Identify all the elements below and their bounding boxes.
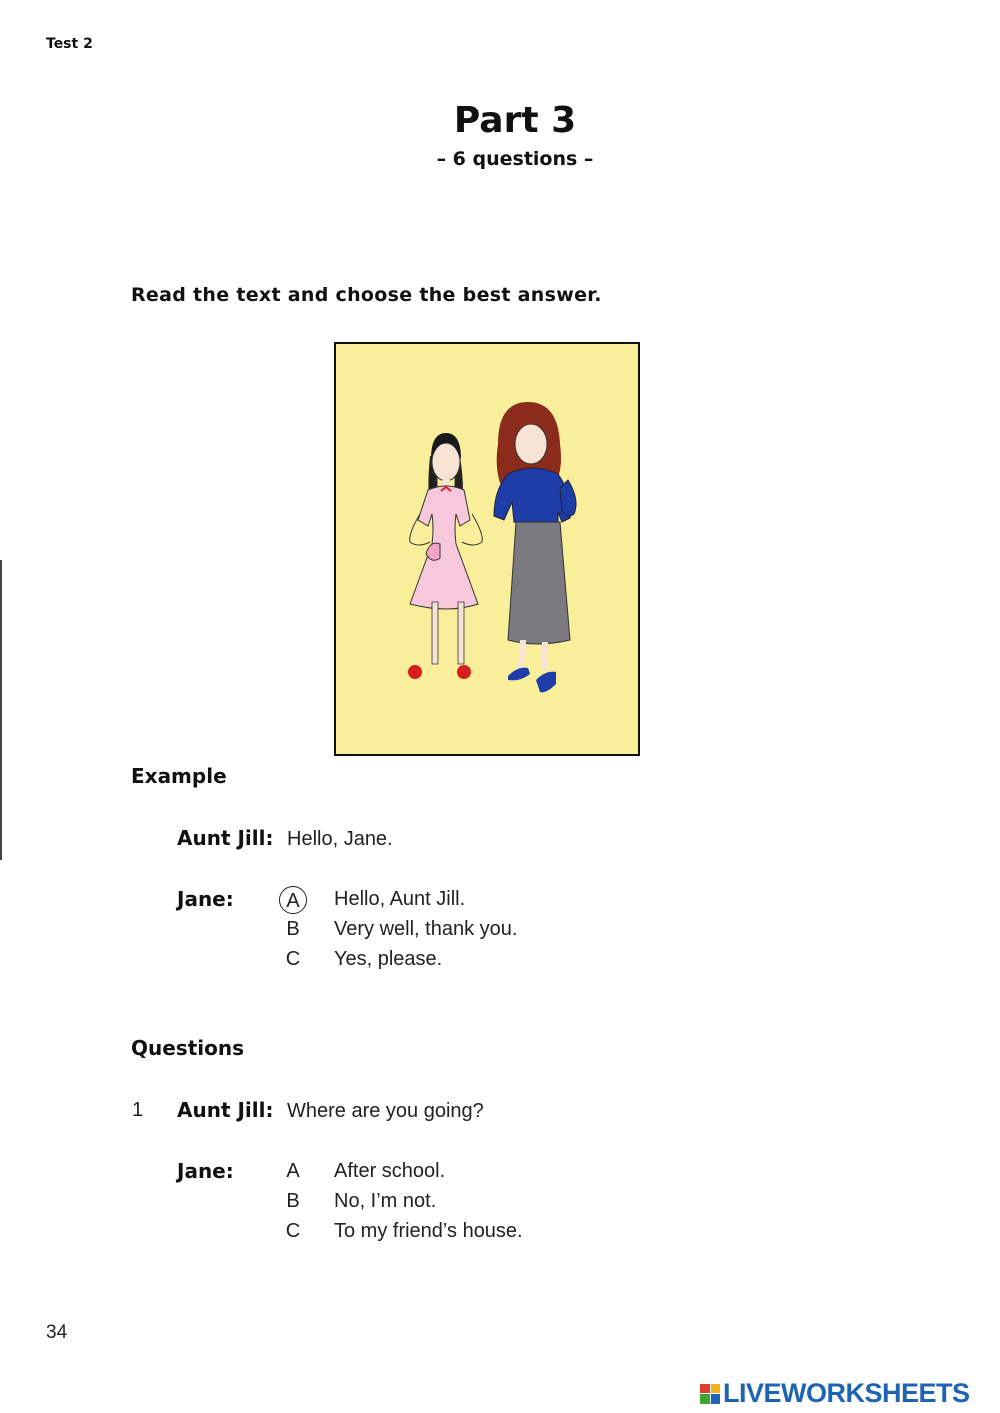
example-prompt-speaker: Aunt Jill: <box>177 826 274 850</box>
example-prompt-text: Hello, Jane. <box>287 828 393 850</box>
question-1-option-b-letter[interactable]: B <box>286 1190 300 1212</box>
question-1-option-a-letter[interactable]: A <box>286 1160 300 1182</box>
example-option-b-text: Very well, thank you. <box>334 918 518 940</box>
example-answer-speaker: Jane: <box>177 887 234 911</box>
woman-figure <box>494 402 576 692</box>
illustration-svg <box>336 344 638 754</box>
example-option-b-letter[interactable]: B <box>286 918 300 940</box>
question-1-answer-speaker: Jane: <box>177 1159 234 1183</box>
liveworksheets-brand[interactable] <box>700 1378 970 1409</box>
instruction-text: Read the text and choose the best answer. <box>131 284 602 306</box>
example-option-c-text: Yes, please. <box>334 948 443 970</box>
example-option-c-letter[interactable]: C <box>285 948 301 970</box>
page-number: 34 <box>46 1322 68 1343</box>
girl-figure <box>408 433 482 679</box>
question-number: 1 <box>132 1099 144 1121</box>
example-option-a-text: Hello, Aunt Jill. <box>334 888 466 910</box>
questions-heading: Questions <box>131 1036 245 1060</box>
brand-name: LIVEWORKSHEETS <box>723 1378 970 1408</box>
question-1-prompt-text: Where are you going? <box>287 1100 484 1122</box>
example-option-a-letter[interactable]: A <box>279 886 307 914</box>
question-1-option-b-text: No, I’m not. <box>334 1190 437 1212</box>
liveworksheets-logo-icon <box>700 1384 720 1404</box>
part-title: Part 3 <box>453 100 577 141</box>
question-1-option-a-text: After school. <box>334 1160 446 1182</box>
part-subtitle: – 6 questions – <box>436 148 594 170</box>
page-edge-line <box>0 560 2 860</box>
test-label: Test 2 <box>46 36 93 52</box>
question-1-option-c-text: To my friend’s house. <box>334 1220 523 1242</box>
question-1-prompt-speaker: Aunt Jill: <box>177 1098 274 1122</box>
question-1-option-c-letter[interactable]: C <box>285 1220 301 1242</box>
example-heading: Example <box>131 764 227 788</box>
illustration-girl-and-aunt <box>334 342 640 756</box>
